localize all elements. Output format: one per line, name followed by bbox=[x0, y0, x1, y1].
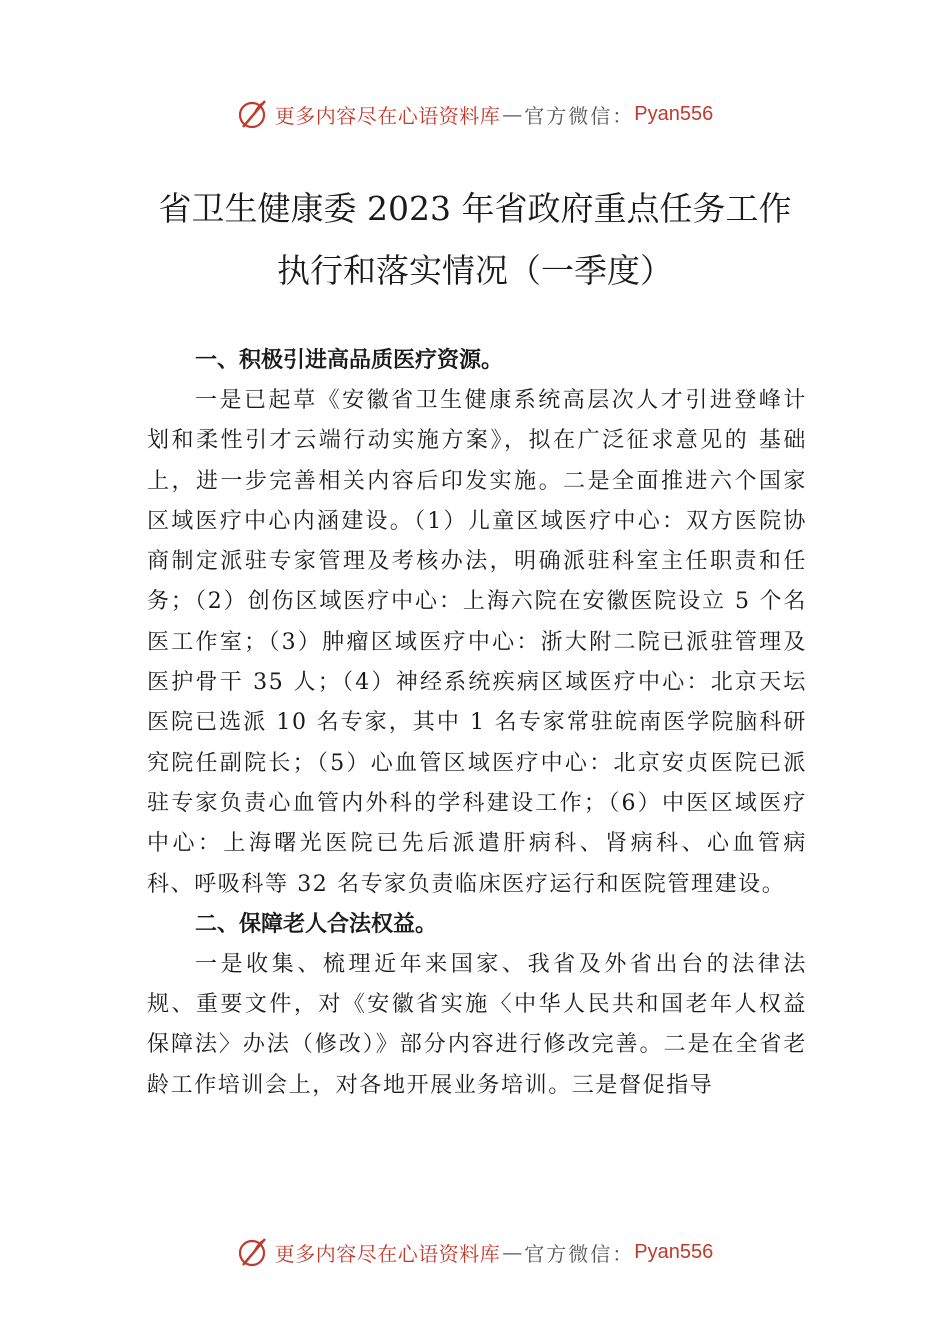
section-paragraph-1: 一是已起草《安徽省卫生健康系统高层次人才引进登峰计划和柔性引才云端行动实施方案》，拟在广泛征求意见的 基础上，进一步完善相关内容后印发实施。二是全面推进六个国家区域医疗中心内涵建设。（1）儿童区域医疗中心：双方医院协商制定派驻专家管理及考核办法，明确派驻科室主任职责和任务；（2）创伤区域医疗中心：上海六院在安徽医院设立 5 个名医工作室；（3）肿瘤区域医疗中心：浙大附二院已派驻管理及医护骨干 35 人；（4）神经系统疾病区域医疗中心：北京天坛医院已选派 10 名专家，其中 1 名专家常驻皖南医学院脑科研究院任副院长；（5）心血管区域医疗中心：北京安贞医院已派驻专家负责心血管内外科的学科建设工作；（6）中医区域医疗中心：上海曙光医院已先后派遣肝病科、肾病科、心血管病科、呼吸科等 32 名专家负责临床医疗运行和医院管理建设。 bbox=[147, 388, 807, 897]
quill-logo-icon bbox=[237, 1235, 271, 1269]
section-heading-1: 一、积极引进高品质医疗资源。 bbox=[195, 348, 504, 373]
banner-label: 官方微信： bbox=[524, 103, 635, 128]
banner-separator: — bbox=[502, 102, 523, 126]
title-line-2: 执行和落实情况（一季度） bbox=[277, 251, 673, 290]
footer-watermark-banner bbox=[0, 1232, 950, 1272]
banner-label: 官方微信： bbox=[524, 1241, 635, 1266]
section-paragraph-2: 一是收集、梳理近年来国家、我省及外省出台的法律法规、重要文件，对《安徽省实施〈中华人民共和国老年人权益保障法〉办法（修改）》部分内容进行修改完善。二是在全省老龄工作培训会上，对各地开展业务培训。三是督促指导 bbox=[147, 951, 807, 1098]
document-title bbox=[0, 178, 950, 302]
section-heading-2: 二、保障老人合法权益。 bbox=[195, 911, 438, 937]
banner-text: 更多内容尽在心语资料库 bbox=[274, 1241, 501, 1266]
banner-text: 更多内容尽在心语资料库 bbox=[274, 103, 501, 128]
banner-wechat-id: Pyan556 bbox=[634, 102, 714, 125]
banner-wechat-id: Pyan556 bbox=[634, 1240, 714, 1263]
header-watermark-banner bbox=[0, 94, 950, 134]
title-line-1: 省卫生健康委 2023 年省政府重点任务工作 bbox=[158, 189, 792, 228]
quill-logo-icon bbox=[237, 97, 271, 131]
banner-separator: — bbox=[502, 1240, 523, 1264]
document-body bbox=[147, 341, 807, 1106]
